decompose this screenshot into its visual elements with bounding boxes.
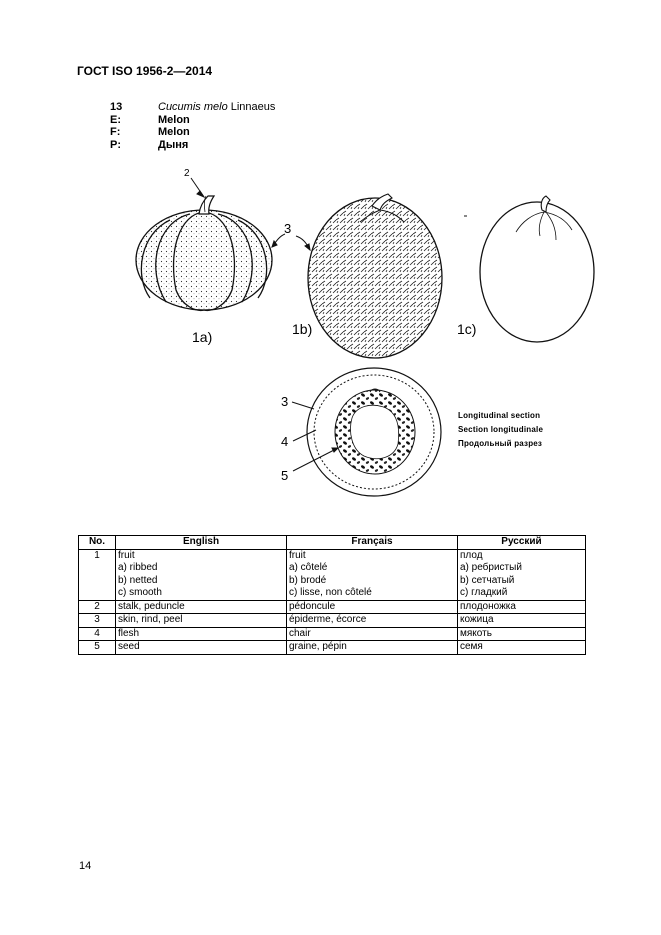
section-label-ru: Продольный разрез [458,439,543,448]
caption-1c: 1c) [457,321,477,337]
term-line: b) сетчатый [460,574,515,586]
table-row [79,627,586,641]
caption-1a: 1a) [192,329,213,345]
term-line: fruit [118,549,135,561]
table-row [79,600,586,614]
cell-english: skin, rind, peel [116,614,287,628]
name-ru: Дыня [158,138,189,151]
term-line: а) ребристый [460,562,522,573]
longitudinal-section-drawing [307,368,441,496]
table-row [79,614,586,628]
section-label-fr: Section longitudinale [458,425,544,434]
term-line: с) гладкий [460,587,508,598]
lang-code-ru: P: [110,138,121,151]
terms-table [78,535,586,655]
cell-no: 5 [79,641,116,655]
cell-francais: graine, pépin [287,641,458,655]
latin-genus-species: Cucumis melo [158,101,228,113]
cell-english: stalk, peduncle [116,600,287,614]
term-line: плод [460,549,483,561]
cell-francais: chair [287,627,458,641]
species-number: 13 [110,101,123,113]
cell-english: seed [116,641,287,655]
cell-francais: pédoncule [287,600,458,614]
callout-3-section: 3 [281,394,289,409]
cell-russian: семя [458,641,586,655]
header-francais: Français [287,536,458,550]
cell-no: 2 [79,600,116,614]
term-line: b) netted [118,574,158,586]
caption-1b: 1b) [292,321,313,337]
ribbed-melon-drawing [136,196,272,310]
term-line: fruit [289,549,306,561]
table-row [79,549,586,600]
cell-russian [458,549,586,600]
document-title: ГОСТ ISO 1956-2—2014 [77,64,213,78]
cell-francais: épiderme, écorce [287,614,458,628]
name-fr: Melon [158,126,190,138]
header-no: No. [79,536,116,550]
lang-code-fr: F: [110,126,121,138]
smooth-melon-drawing [464,196,594,342]
callout-2-leader [191,178,204,197]
lang-code-en: E: [110,113,121,126]
callout-5: 5 [281,468,289,483]
callout-2: 2 [184,168,190,179]
callout-3b-leader [296,236,310,250]
header-english: English [116,536,287,550]
cell-no: 4 [79,627,116,641]
term-line: a) ribbed [118,562,158,573]
netted-melon-drawing [308,194,442,358]
cell-russian: кожица [458,614,586,628]
term-line: c) smooth [118,587,162,598]
cell-no: 1 [79,549,116,600]
page-number: 14 [79,860,92,872]
cell-russian: плодоножка [458,600,586,614]
latin-author: Linnaeus [227,101,276,113]
cell-english: flesh [116,627,287,641]
term-line: c) lisse, non côtelé [289,587,372,598]
cell-francais [287,549,458,600]
name-en: Melon [158,113,190,126]
term-line: b) brodé [289,574,327,586]
header-russian: Русский [458,536,586,550]
callout-4: 4 [281,434,289,449]
term-line: a) côtelé [289,562,328,573]
section-label-en: Longitudinal section [458,411,541,420]
cell-english [116,549,287,600]
table-row [79,641,586,655]
cell-no: 3 [79,614,116,628]
callout-3-exterior: 3 [284,221,292,236]
cell-russian: мякоть [458,627,586,641]
table-header-row [79,536,586,550]
